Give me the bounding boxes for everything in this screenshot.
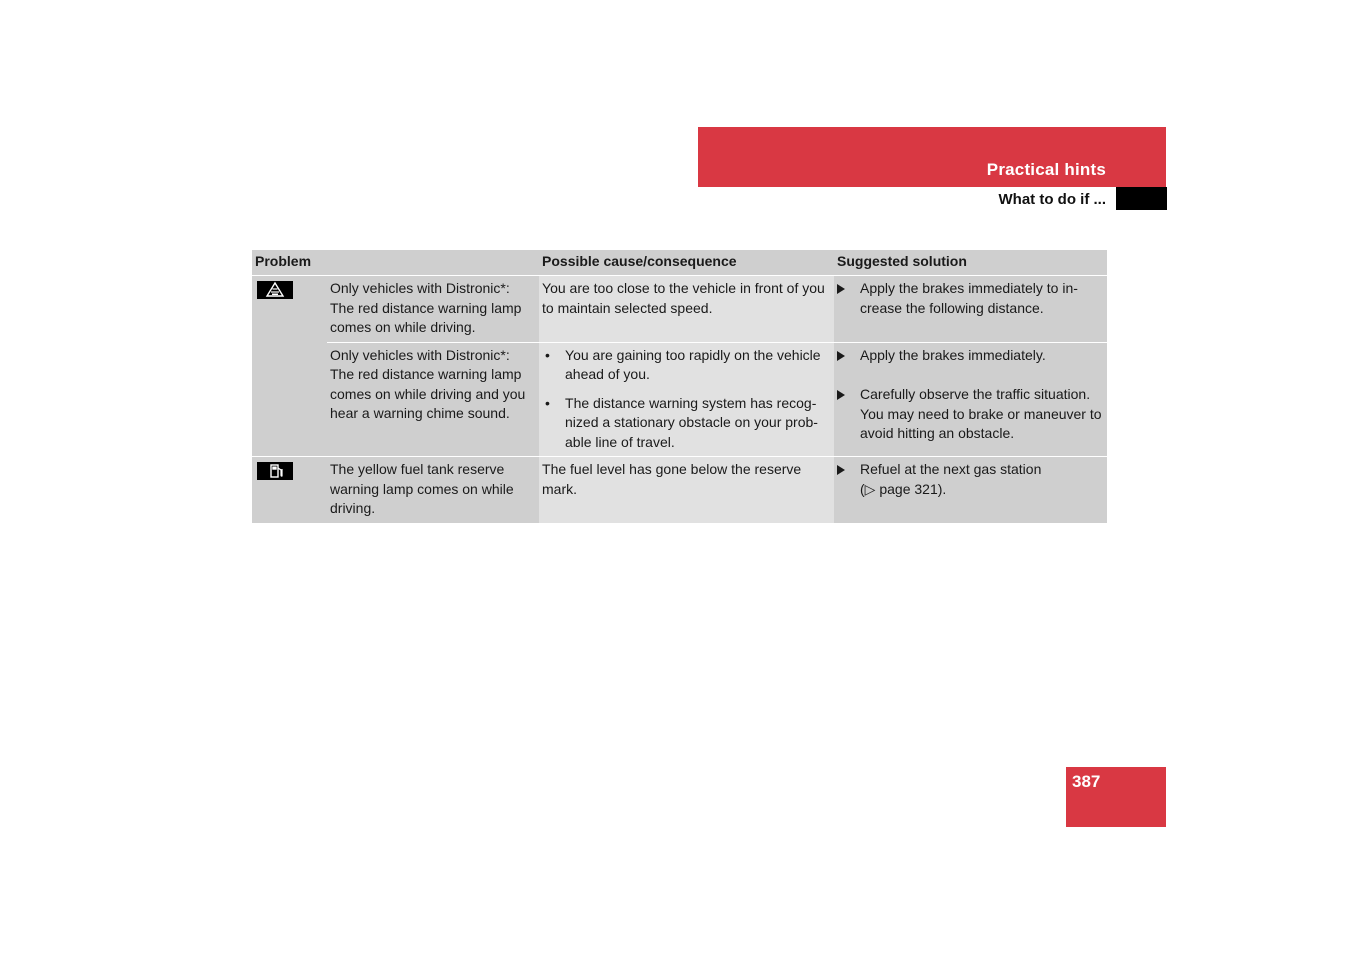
cause-bullet-text: The distance warning system has recog-nized a stationary obstacle on your prob-able line of travel. — [565, 394, 818, 450]
table-row — [252, 457, 1107, 523]
problem-cell: Only vehicles with Distronic*: The red distance warning lamp comes on while driving. — [327, 276, 539, 343]
solution-cell — [834, 276, 1107, 343]
cause-bullet — [542, 346, 830, 385]
table-row — [252, 342, 1107, 457]
arrow-icon — [837, 465, 845, 475]
problem-cell: Only vehicles with Distronic*: The red distance warning lamp comes on while driving and you hear a warning chime sound. — [327, 342, 539, 457]
icon-cell — [252, 276, 327, 457]
distance-warning-icon — [257, 281, 293, 299]
cause-cell — [539, 342, 834, 457]
solution-text: Apply the brakes immediately. — [860, 346, 1046, 363]
section-header-band — [698, 127, 1166, 187]
bullet-icon: • — [545, 346, 550, 363]
column-header-cause: Possible cause/consequence — [539, 250, 834, 276]
solution-item — [837, 385, 1103, 444]
table-row — [252, 276, 1107, 343]
solution-text: Carefully observe the traffic situation. You may need to brake or maneuver to avoid hitting an obstacle. — [860, 386, 1102, 441]
solution-item — [837, 460, 1103, 499]
solution-text: Apply the brakes immediately to in-crease the following distance. — [860, 280, 1078, 316]
cause-cell: You are too close to the vehicle in front of you to maintain selected speed. — [539, 276, 834, 343]
solution-text: Refuel at the next gas station — [860, 461, 1042, 477]
solution-cell — [834, 342, 1107, 457]
arrow-icon — [837, 284, 845, 294]
page-number-box — [1066, 767, 1166, 827]
page-reference[interactable]: (▷ page 321). — [860, 480, 947, 497]
column-header-solution: Suggested solution — [834, 250, 1107, 276]
cause-cell: The fuel level has gone below the reserve mark. — [539, 457, 834, 523]
fuel-pump-icon — [257, 462, 293, 480]
column-header-problem: Problem — [252, 250, 539, 276]
solution-item — [837, 346, 1103, 366]
bullet-icon: • — [545, 394, 550, 411]
cause-bullet — [542, 394, 830, 453]
section-title: Practical hints — [986, 160, 1106, 179]
cause-bullet-text: You are gaining too rapidly on the vehicle ahead of you. — [565, 346, 821, 382]
thumb-tab — [1116, 187, 1167, 210]
table-header-row — [252, 250, 1107, 276]
problem-cell: The yellow fuel tank reserve warning lamp comes on while driving. — [327, 457, 539, 523]
subsection-header — [698, 187, 1166, 210]
troubleshooting-table — [252, 250, 1107, 523]
icon-cell — [252, 457, 327, 523]
arrow-icon — [837, 351, 845, 361]
arrow-icon — [837, 390, 845, 400]
page-number: 387 — [1072, 772, 1101, 791]
solution-cell — [834, 457, 1107, 523]
solution-item — [837, 279, 1103, 318]
subsection-title: What to do if ... — [998, 191, 1106, 208]
